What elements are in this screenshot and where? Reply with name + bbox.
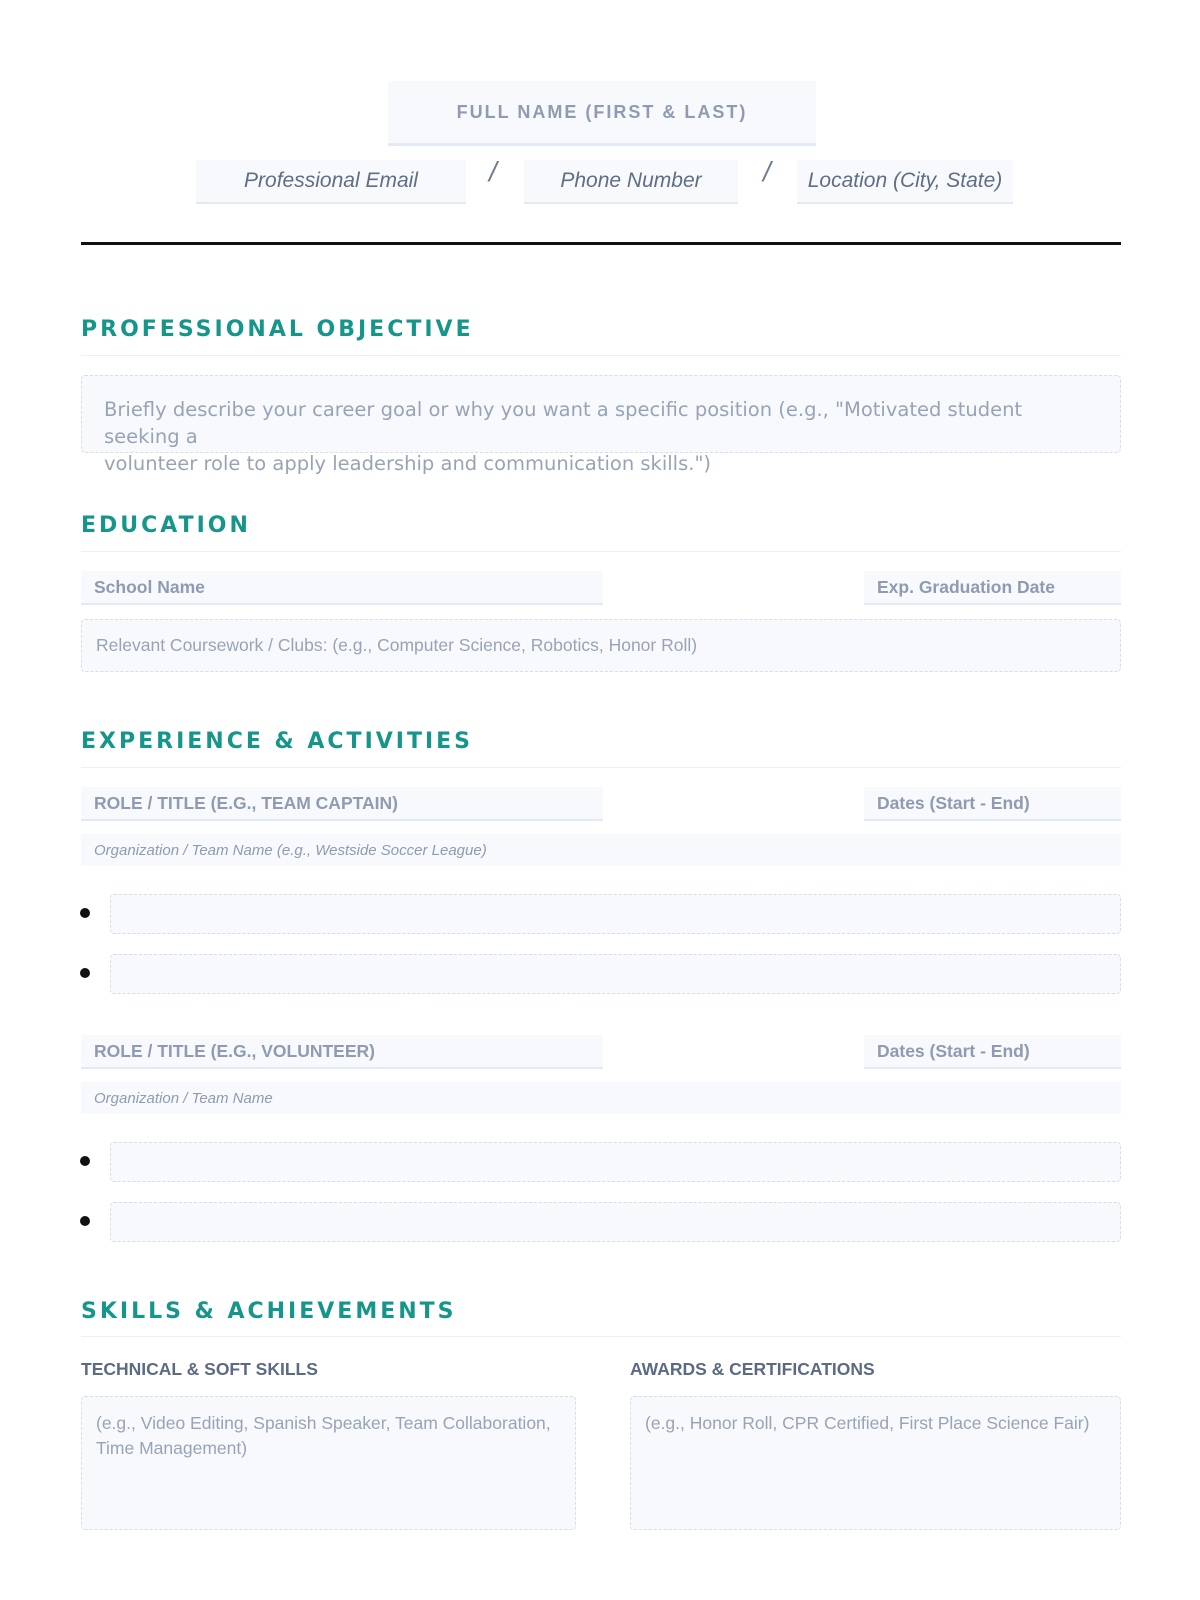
technical-skills-textarea[interactable] (81, 1396, 576, 1530)
awards-textarea[interactable] (630, 1396, 1121, 1530)
objective-heading: PROFESSIONAL OBJECTIVE (81, 317, 474, 342)
coursework-field[interactable]: Relevant Coursework / Clubs: (e.g., Computer Science, Robotics, Honor Roll) (81, 619, 1121, 672)
awards-placeholder: (e.g., Honor Roll, CPR Certified, First Place Science Fair) (645, 1413, 1090, 1433)
dates-field[interactable]: Dates (Start - End) (864, 1035, 1121, 1069)
bullet-point-field[interactable] (110, 954, 1121, 994)
location-field[interactable]: Location (City, State) (797, 160, 1013, 204)
phone-field[interactable]: Phone Number (524, 160, 738, 204)
contact-separator: / (763, 156, 771, 187)
school-name-field[interactable]: School Name (81, 571, 603, 605)
dates-field[interactable]: Dates (Start - End) (864, 787, 1121, 821)
education-heading: EDUCATION (81, 513, 251, 538)
section-divider (81, 767, 1121, 768)
awards-label: AWARDS & CERTIFICATIONS (630, 1359, 875, 1379)
graduation-date-field[interactable]: Exp. Graduation Date (864, 571, 1121, 605)
contact-separator: / (489, 156, 497, 187)
objective-placeholder-line: volunteer role to apply leadership and communication skills.") (104, 452, 712, 475)
bullet-icon (80, 1156, 90, 1166)
skills-heading: SKILLS & ACHIEVEMENTS (81, 1299, 457, 1324)
full-name-field[interactable]: FULL NAME (FIRST & LAST) (388, 81, 816, 146)
bullet-icon (80, 1216, 90, 1226)
technical-skills-label: TECHNICAL & SOFT SKILLS (81, 1359, 318, 1379)
section-divider (81, 355, 1121, 356)
objective-textarea[interactable] (81, 375, 1121, 475)
organization-field[interactable]: Organization / Team Name (e.g., Westside Soccer League) (81, 834, 1121, 866)
role-title-field[interactable]: ROLE / TITLE (E.G., VOLUNTEER) (81, 1035, 603, 1069)
bullet-point-field[interactable] (110, 894, 1121, 934)
bullet-point-field[interactable] (110, 1142, 1121, 1182)
organization-field[interactable]: Organization / Team Name (81, 1082, 1121, 1114)
bullet-point-field[interactable] (110, 1202, 1121, 1242)
technical-skills-placeholder-line: Time Management) (96, 1438, 248, 1458)
email-field[interactable]: Professional Email (196, 160, 466, 204)
header-divider (81, 242, 1121, 245)
bullet-icon (80, 968, 90, 978)
experience-heading: EXPERIENCE & ACTIVITIES (81, 729, 474, 754)
section-divider (81, 1336, 1121, 1337)
bullet-icon (80, 908, 90, 918)
technical-skills-placeholder-line: (e.g., Video Editing, Spanish Speaker, Team Collaboration, (96, 1413, 551, 1433)
objective-placeholder-line: Briefly describe your career goal or why you want a specific position (e.g., "Motivated student seeking a (104, 398, 1023, 448)
role-title-field[interactable]: ROLE / TITLE (E.G., TEAM CAPTAIN) (81, 787, 603, 821)
section-divider (81, 551, 1121, 552)
